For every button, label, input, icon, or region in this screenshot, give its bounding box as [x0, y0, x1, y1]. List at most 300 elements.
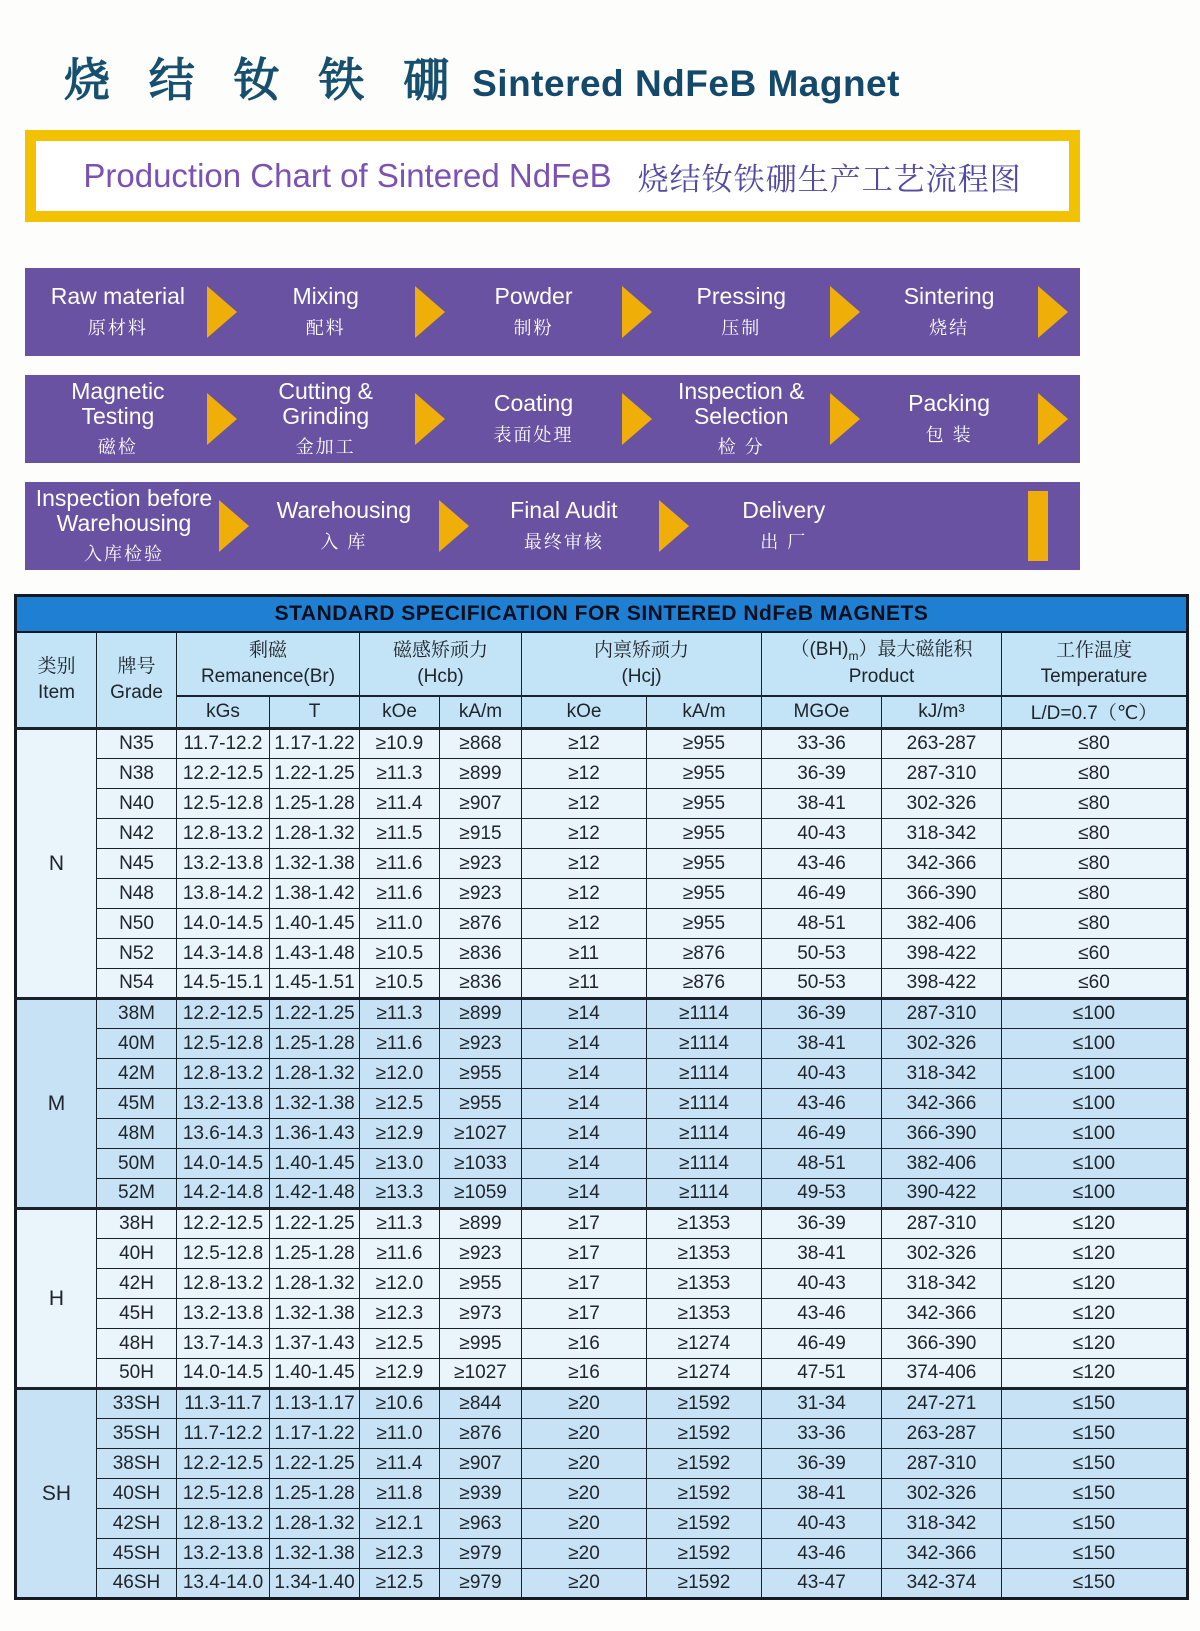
- data-cell: ≥12.0: [360, 1059, 440, 1089]
- data-cell: 33-36: [762, 729, 882, 759]
- data-cell: 287-310: [882, 999, 1002, 1029]
- data-cell: ≥13.0: [360, 1149, 440, 1179]
- table-row: [16, 879, 1188, 909]
- data-cell: 318-342: [882, 1059, 1002, 1089]
- data-cell: ≥1027: [440, 1359, 522, 1389]
- data-cell: 43-47: [762, 1569, 882, 1599]
- data-cell: ≤150: [1002, 1539, 1188, 1569]
- data-cell: ≥12.3: [360, 1539, 440, 1569]
- col-header-item-en: Item: [38, 681, 75, 703]
- table-row: [16, 1479, 1188, 1509]
- grade-cell: N45: [97, 849, 177, 879]
- data-cell: ≥1114: [647, 1119, 762, 1149]
- flow-step-label-zh: 表面处理: [493, 424, 574, 445]
- col-header-item: [16, 632, 97, 729]
- arrow-icon: [439, 500, 469, 552]
- data-cell: 50-53: [762, 939, 882, 969]
- data-cell: ≥11: [522, 939, 647, 969]
- col-header-remanence-zh: 剩磁: [248, 639, 287, 661]
- data-cell: 1.45-1.51: [270, 969, 360, 999]
- arrow-icon: [1038, 286, 1068, 338]
- data-cell: ≥1592: [647, 1539, 762, 1569]
- data-cell: ≥1059: [440, 1179, 522, 1209]
- data-cell: 43-46: [762, 849, 882, 879]
- data-cell: ≥14: [522, 1179, 647, 1209]
- data-cell: ≥14: [522, 1029, 647, 1059]
- col-header-bhmax-en: Product: [848, 666, 915, 688]
- data-cell: 12.5-12.8: [177, 1479, 270, 1509]
- data-cell: ≥923: [440, 1029, 522, 1059]
- flow-step: [654, 284, 828, 340]
- data-cell: 1.28-1.32: [270, 1269, 360, 1299]
- data-cell: 49-53: [762, 1179, 882, 1209]
- flow-step: [447, 391, 621, 447]
- data-cell: ≥12: [522, 759, 647, 789]
- flow-step-label-zh: 制粉: [513, 317, 554, 338]
- grade-cell: N50: [97, 909, 177, 939]
- data-cell: ≥876: [647, 969, 762, 999]
- flow-step-label-zh: 磁检: [97, 437, 138, 458]
- data-cell: ≥12.5: [360, 1569, 440, 1599]
- data-cell: ≥14: [522, 1149, 647, 1179]
- data-cell: ≤100: [1002, 1089, 1188, 1119]
- data-cell: 398-422: [882, 939, 1002, 969]
- data-cell: ≤120: [1002, 1269, 1188, 1299]
- data-cell: ≥20: [522, 1389, 647, 1419]
- data-cell: 14.2-14.8: [177, 1179, 270, 1209]
- grade-cell: 42H: [97, 1269, 177, 1299]
- unit-ld-temp: L/D=0.7（℃）: [1002, 696, 1188, 729]
- table-row: [16, 1059, 1188, 1089]
- table-row: [16, 969, 1188, 999]
- data-cell: ≥17: [522, 1269, 647, 1299]
- grade-cell: 35SH: [97, 1419, 177, 1449]
- data-cell: ≥973: [440, 1299, 522, 1329]
- data-cell: 1.22-1.25: [270, 999, 360, 1029]
- col-header-temperature-en: Temperature: [1040, 665, 1148, 687]
- col-header-temperature: [1002, 632, 1188, 696]
- data-cell: 1.32-1.38: [270, 1539, 360, 1569]
- data-cell: ≥11.0: [360, 909, 440, 939]
- data-cell: 1.17-1.22: [270, 1419, 360, 1449]
- data-cell: ≥16: [522, 1329, 647, 1359]
- item-cell: H: [16, 1209, 97, 1389]
- data-cell: ≤150: [1002, 1479, 1188, 1509]
- flow-step: [471, 498, 657, 554]
- data-cell: 11.7-12.2: [177, 729, 270, 759]
- flow-step: [31, 284, 205, 340]
- col-header-hcj: [522, 632, 762, 696]
- grade-cell: 40H: [97, 1239, 177, 1269]
- item-cell: SH: [16, 1389, 97, 1599]
- data-cell: ≥1592: [647, 1449, 762, 1479]
- data-cell: 302-326: [882, 1029, 1002, 1059]
- data-cell: 1.32-1.38: [270, 849, 360, 879]
- data-cell: 287-310: [882, 1449, 1002, 1479]
- arrow-icon: [830, 286, 860, 338]
- data-cell: ≥12.5: [360, 1089, 440, 1119]
- grade-cell: N35: [97, 729, 177, 759]
- table-row: [16, 1329, 1188, 1359]
- grade-cell: N54: [97, 969, 177, 999]
- banner-text-zh: 烧结钕铁硼生产工艺流程图: [637, 161, 1022, 197]
- data-cell: ≥923: [440, 1239, 522, 1269]
- flow-step: [239, 284, 413, 340]
- banner-text-en: Production Chart of Sintered NdFeB: [83, 157, 612, 194]
- data-cell: 12.2-12.5: [177, 999, 270, 1029]
- data-cell: ≥20: [522, 1479, 647, 1509]
- data-cell: ≥1114: [647, 1179, 762, 1209]
- data-cell: ≥20: [522, 1449, 647, 1479]
- flow-band: [25, 482, 1080, 570]
- flow-step-label-en: Inspection & Selection: [677, 377, 805, 429]
- data-cell: 1.17-1.22: [270, 729, 360, 759]
- data-cell: ≥11.4: [360, 789, 440, 819]
- flow-step: [862, 391, 1036, 447]
- col-header-grade: [97, 632, 177, 729]
- unit-koe-hcb: kOe: [360, 696, 440, 729]
- data-cell: 12.8-13.2: [177, 1269, 270, 1299]
- data-cell: 48-51: [762, 1149, 882, 1179]
- data-cell: 302-326: [882, 1479, 1002, 1509]
- data-cell: 47-51: [762, 1359, 882, 1389]
- data-cell: ≤80: [1002, 759, 1188, 789]
- data-cell: ≥1353: [647, 1299, 762, 1329]
- data-cell: 12.2-12.5: [177, 759, 270, 789]
- col-header-grade-en: Grade: [110, 681, 163, 703]
- data-cell: ≥14: [522, 1059, 647, 1089]
- arrow-icon: [415, 286, 445, 338]
- data-cell: ≤120: [1002, 1239, 1188, 1269]
- data-cell: 247-271: [882, 1389, 1002, 1419]
- flow-step-label-en: Packing: [908, 390, 990, 417]
- data-cell: ≥955: [440, 1059, 522, 1089]
- data-cell: ≥11.6: [360, 879, 440, 909]
- data-cell: ≤150: [1002, 1449, 1188, 1479]
- spec-table: [14, 594, 1189, 1600]
- flow-step-label-zh: 压制: [721, 317, 762, 338]
- flow-step: [31, 486, 217, 567]
- flow-step-label-zh: 原材料: [87, 317, 148, 338]
- data-cell: ≤120: [1002, 1299, 1188, 1329]
- data-cell: ≥10.5: [360, 939, 440, 969]
- table-title: STANDARD SPECIFICATION FOR SINTERED NdFeB MAGNETS: [16, 596, 1188, 632]
- grade-cell: 42M: [97, 1059, 177, 1089]
- data-cell: 13.2-13.8: [177, 1299, 270, 1329]
- data-cell: ≥955: [647, 819, 762, 849]
- data-cell: ≤60: [1002, 939, 1188, 969]
- data-cell: 366-390: [882, 1329, 1002, 1359]
- data-cell: 46-49: [762, 1119, 882, 1149]
- unit-koe-hcj: kOe: [522, 696, 647, 729]
- data-cell: ≥10.6: [360, 1389, 440, 1419]
- data-cell: 1.22-1.25: [270, 1209, 360, 1239]
- data-cell: ≥10.5: [360, 969, 440, 999]
- flow-step: [654, 379, 828, 460]
- data-cell: ≥14: [522, 999, 647, 1029]
- table-row: [16, 939, 1188, 969]
- data-cell: ≥1114: [647, 999, 762, 1029]
- col-header-remanence-en: Remanence(Br): [200, 665, 336, 687]
- grade-cell: 45M: [97, 1089, 177, 1119]
- data-cell: ≤80: [1002, 729, 1188, 759]
- arrow-icon: [622, 286, 652, 338]
- data-cell: 33-36: [762, 1419, 882, 1449]
- data-cell: 1.38-1.42: [270, 879, 360, 909]
- page-title-en: Sintered NdFeB Magnet: [472, 63, 900, 104]
- data-cell: ≥1114: [647, 1149, 762, 1179]
- data-cell: 1.28-1.32: [270, 1509, 360, 1539]
- data-cell: 38-41: [762, 1479, 882, 1509]
- flow-step-label-en: Raw material: [50, 283, 185, 310]
- data-cell: 50-53: [762, 969, 882, 999]
- data-cell: 14.0-14.5: [177, 1149, 270, 1179]
- arrow-icon: [207, 286, 237, 338]
- data-cell: 13.2-13.8: [177, 1089, 270, 1119]
- data-cell: ≥907: [440, 1449, 522, 1479]
- data-cell: ≥12: [522, 849, 647, 879]
- data-cell: ≥11.6: [360, 1029, 440, 1059]
- data-cell: 13.7-14.3: [177, 1329, 270, 1359]
- page-title-zh: 烧 结 钕 铁 硼: [64, 54, 463, 106]
- data-cell: ≤100: [1002, 1149, 1188, 1179]
- table-row: [16, 819, 1188, 849]
- grade-cell: N42: [97, 819, 177, 849]
- data-cell: ≥11.3: [360, 1209, 440, 1239]
- data-cell: ≥11.4: [360, 1449, 440, 1479]
- unit-mgoe: MGOe: [762, 696, 882, 729]
- data-cell: ≤100: [1002, 1059, 1188, 1089]
- table-units-row: [16, 696, 1188, 729]
- flow-step-label-en: Pressing: [696, 283, 787, 310]
- data-cell: 12.8-13.2: [177, 819, 270, 849]
- data-cell: ≥12.5: [360, 1329, 440, 1359]
- flow-step: [31, 379, 205, 460]
- data-cell: 1.37-1.43: [270, 1329, 360, 1359]
- data-cell: 1.42-1.48: [270, 1179, 360, 1209]
- item-cell: M: [16, 999, 97, 1209]
- grade-cell: 46SH: [97, 1569, 177, 1599]
- grade-cell: N48: [97, 879, 177, 909]
- arrow-icon: [219, 500, 249, 552]
- data-cell: ≥12.1: [360, 1509, 440, 1539]
- data-cell: ≥899: [440, 1209, 522, 1239]
- arrow-icon: [207, 393, 237, 445]
- grade-cell: 42SH: [97, 1509, 177, 1539]
- grade-cell: 50M: [97, 1149, 177, 1179]
- data-cell: ≥955: [647, 849, 762, 879]
- data-cell: ≤80: [1002, 789, 1188, 819]
- data-cell: 38-41: [762, 1029, 882, 1059]
- table-row: [16, 1269, 1188, 1299]
- data-cell: 36-39: [762, 759, 882, 789]
- data-cell: ≥1114: [647, 1089, 762, 1119]
- data-cell: ≤80: [1002, 849, 1188, 879]
- table-row: [16, 789, 1188, 819]
- grade-cell: 45SH: [97, 1539, 177, 1569]
- table-row: [16, 1299, 1188, 1329]
- data-cell: ≥907: [440, 789, 522, 819]
- data-cell: ≥955: [647, 879, 762, 909]
- data-cell: ≤100: [1002, 1029, 1188, 1059]
- data-cell: 38-41: [762, 1239, 882, 1269]
- data-cell: 11.7-12.2: [177, 1419, 270, 1449]
- data-cell: ≥1592: [647, 1389, 762, 1419]
- data-cell: ≤100: [1002, 1179, 1188, 1209]
- page-title: [0, 0, 1200, 110]
- data-cell: ≤120: [1002, 1359, 1188, 1389]
- data-cell: 12.5-12.8: [177, 1029, 270, 1059]
- table-row: [16, 1569, 1188, 1599]
- data-cell: 1.32-1.38: [270, 1299, 360, 1329]
- data-cell: 31-34: [762, 1389, 882, 1419]
- data-cell: 1.32-1.38: [270, 1089, 360, 1119]
- grade-cell: N40: [97, 789, 177, 819]
- data-cell: ≥16: [522, 1359, 647, 1389]
- data-cell: 14.0-14.5: [177, 1359, 270, 1389]
- data-cell: ≤80: [1002, 909, 1188, 939]
- arrow-icon: [622, 393, 652, 445]
- table-row: [16, 999, 1188, 1029]
- data-cell: 287-310: [882, 759, 1002, 789]
- col-header-hcj-zh: 内禀矫顽力: [593, 639, 689, 661]
- data-cell: 1.43-1.48: [270, 939, 360, 969]
- unit-kam-hcb: kA/m: [440, 696, 522, 729]
- flow-step-label-zh: 烧结: [929, 317, 970, 338]
- data-cell: ≥20: [522, 1419, 647, 1449]
- data-cell: ≥955: [647, 789, 762, 819]
- data-cell: ≥12: [522, 909, 647, 939]
- data-cell: 1.25-1.28: [270, 1029, 360, 1059]
- data-cell: ≥995: [440, 1329, 522, 1359]
- data-cell: 1.13-1.17: [270, 1389, 360, 1419]
- flow-step: [239, 379, 413, 460]
- data-cell: 1.40-1.45: [270, 1149, 360, 1179]
- table-row: [16, 1419, 1188, 1449]
- data-cell: 1.22-1.25: [270, 1449, 360, 1479]
- data-cell: ≥955: [647, 909, 762, 939]
- data-cell: ≥836: [440, 939, 522, 969]
- grade-cell: 45H: [97, 1299, 177, 1329]
- data-cell: ≥11.6: [360, 849, 440, 879]
- data-cell: ≥1353: [647, 1239, 762, 1269]
- data-cell: 11.3-11.7: [177, 1389, 270, 1419]
- flow-step-label-zh: 出 厂: [760, 531, 808, 552]
- data-cell: ≥899: [440, 759, 522, 789]
- data-cell: 342-366: [882, 1299, 1002, 1329]
- data-cell: ≤120: [1002, 1209, 1188, 1239]
- data-cell: ≥979: [440, 1569, 522, 1599]
- unit-kjm3: kJ/m³: [882, 696, 1002, 729]
- data-cell: ≥11.8: [360, 1479, 440, 1509]
- data-cell: 342-366: [882, 1539, 1002, 1569]
- data-cell: ≥1592: [647, 1479, 762, 1509]
- table-row: [16, 849, 1188, 879]
- table-row: [16, 1029, 1188, 1059]
- table-row: [16, 1089, 1188, 1119]
- data-cell: ≥876: [647, 939, 762, 969]
- data-cell: 342-366: [882, 849, 1002, 879]
- data-cell: 1.40-1.45: [270, 909, 360, 939]
- data-cell: 390-422: [882, 1179, 1002, 1209]
- grade-cell: 52M: [97, 1179, 177, 1209]
- data-cell: ≥11.3: [360, 999, 440, 1029]
- col-header-remanence: [177, 632, 360, 696]
- data-cell: ≤80: [1002, 879, 1188, 909]
- data-cell: ≥1592: [647, 1509, 762, 1539]
- flow-step-label-en: Powder: [494, 283, 573, 310]
- grade-cell: 38H: [97, 1209, 177, 1239]
- grade-cell: 40M: [97, 1029, 177, 1059]
- data-cell: ≥14: [522, 1089, 647, 1119]
- data-cell: 36-39: [762, 1209, 882, 1239]
- data-cell: ≤100: [1002, 1119, 1188, 1149]
- flow-step-label-zh: 入 库: [320, 531, 368, 552]
- data-cell: 342-366: [882, 1089, 1002, 1119]
- data-cell: ≥10.9: [360, 729, 440, 759]
- data-cell: 1.25-1.28: [270, 1239, 360, 1269]
- arrow-icon: [659, 500, 689, 552]
- data-cell: ≤120: [1002, 1329, 1188, 1359]
- data-cell: 342-374: [882, 1569, 1002, 1599]
- data-cell: ≤80: [1002, 819, 1188, 849]
- data-cell: 12.8-13.2: [177, 1059, 270, 1089]
- flow-step-label-en: Sintering: [903, 283, 995, 310]
- data-cell: 12.2-12.5: [177, 1209, 270, 1239]
- data-cell: ≥17: [522, 1299, 647, 1329]
- table-row: [16, 1359, 1188, 1389]
- data-cell: 1.28-1.32: [270, 1059, 360, 1089]
- grade-cell: 33SH: [97, 1389, 177, 1419]
- flow-step-label-en: Coating: [493, 390, 574, 417]
- data-cell: 398-422: [882, 969, 1002, 999]
- data-cell: ≥12.9: [360, 1359, 440, 1389]
- data-cell: 13.2-13.8: [177, 1539, 270, 1569]
- table-row: [16, 1239, 1188, 1269]
- flow-step-label-en: Warehousing: [276, 497, 412, 524]
- flow-band: [25, 375, 1080, 463]
- data-cell: ≥12.0: [360, 1269, 440, 1299]
- data-cell: ≥11.6: [360, 1239, 440, 1269]
- flow-step-label-en: Final Audit: [510, 497, 618, 524]
- data-cell: 302-326: [882, 1239, 1002, 1269]
- data-cell: 12.5-12.8: [177, 1239, 270, 1269]
- data-cell: ≥12: [522, 729, 647, 759]
- data-cell: 366-390: [882, 1119, 1002, 1149]
- data-cell: 14.0-14.5: [177, 909, 270, 939]
- table-row: [16, 1149, 1188, 1179]
- data-cell: 46-49: [762, 879, 882, 909]
- arrow-icon: [415, 393, 445, 445]
- data-cell: 302-326: [882, 789, 1002, 819]
- data-cell: 38-41: [762, 789, 882, 819]
- table-row: [16, 1179, 1188, 1209]
- grade-cell: N52: [97, 939, 177, 969]
- data-cell: 12.8-13.2: [177, 1509, 270, 1539]
- flow-step: [447, 284, 621, 340]
- data-cell: ≥11.3: [360, 759, 440, 789]
- flow-step-label-en: Inspection before Warehousing: [35, 484, 213, 536]
- table-row: [16, 1389, 1188, 1419]
- data-cell: ≥844: [440, 1389, 522, 1419]
- data-cell: 263-287: [882, 1419, 1002, 1449]
- data-cell: 46-49: [762, 1329, 882, 1359]
- data-cell: 13.4-14.0: [177, 1569, 270, 1599]
- data-cell: 48-51: [762, 909, 882, 939]
- spec-table-section: [14, 594, 1186, 1600]
- flow-step-label-zh: 配料: [305, 317, 346, 338]
- col-header-bhmax-zh: $((BH)_m)$最大磁能积: [790, 639, 973, 663]
